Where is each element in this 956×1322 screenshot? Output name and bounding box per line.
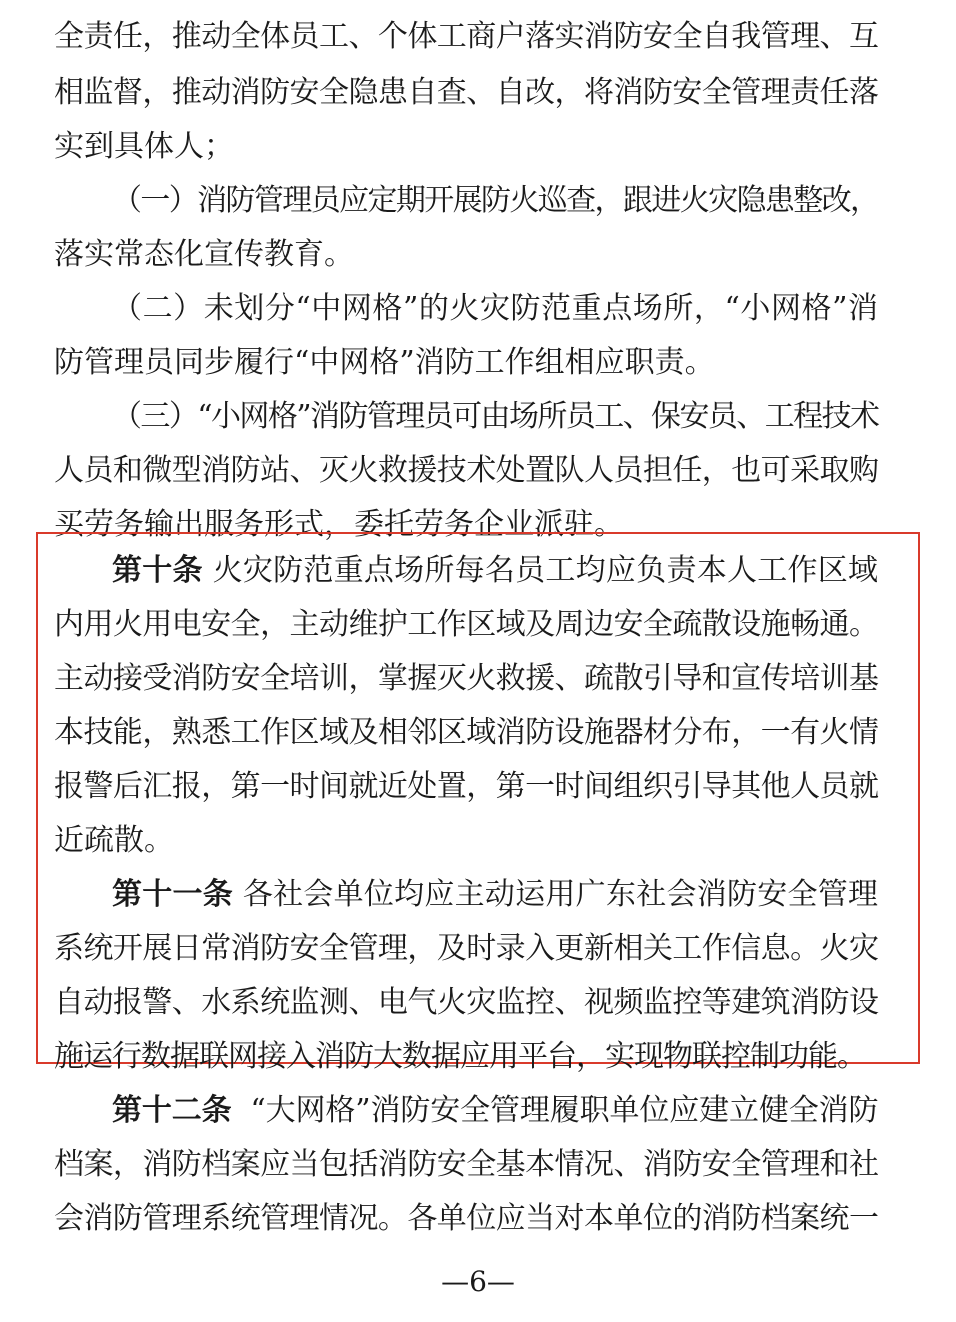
text-line: 人员和微型消防站、灭火救援技术处置队人员担任，也可采取购 [54, 453, 878, 488]
article-12-text: “大网格”消防安全管理履职单位应建立健全消防 [250, 1093, 879, 1128]
text-line: 会消防管理系统管理情况。各单位应当对本单位的消防档案统一 [54, 1201, 878, 1236]
article-10-first-line [112, 546, 878, 596]
text-line: 系统开展日常消防安全管理，及时录入更新相关工作信息。火灾 [54, 931, 878, 966]
text-line: （三）“小网格”消防管理员可由场所员工、保安员、工程技术 [112, 399, 878, 434]
text-line: 自动报警、水系统监测、电气火灾监控、视频监控等建筑消防设 [54, 985, 878, 1020]
article-11-heading: 第十一条 [112, 877, 234, 912]
article-12-heading: 第十二条 [112, 1093, 232, 1128]
text-line: 本技能，熟悉工作区域及相邻区域消防设施器材分布，一有火情 [54, 715, 878, 750]
page-number: —6— [441, 1265, 515, 1298]
text-line: 报警后汇报，第一时间就近处置，第一时间组织引导其他人员就 [54, 769, 878, 804]
article-12-spacer [232, 1093, 251, 1128]
article-10-spacer [203, 553, 213, 588]
text-line: 全责任，推动全体员工、个体工商户落实消防安全自我管理、互 [54, 19, 878, 54]
text-line: 施运行数据联网接入消防大数据应用平台，实现物联控制功能。 [54, 1039, 866, 1074]
article-10-heading: 第十条 [112, 553, 203, 588]
text-line: 落实常态化宣传教育。 [54, 237, 354, 272]
article-11-spacer [233, 877, 243, 912]
text-line: 主动接受消防安全培训，掌握灭火救援、疏散引导和宣传培训基 [54, 661, 878, 696]
text-line: 防管理员同步履行“中网格”消防工作组相应职责。 [54, 345, 715, 380]
article-11-text: 各社会单位均应主动运用广东社会消防安全管理 [242, 877, 879, 912]
text-line: 相监督，推动消防安全隐患自查、自改，将消防安全管理责任落 [54, 75, 878, 110]
text-line: 档案，消防档案应当包括消防安全基本情况、消防安全管理和社 [54, 1147, 878, 1182]
article-12-first-line [112, 1086, 878, 1136]
article-11-first-line [112, 870, 878, 920]
article-10-text: 火灾防范重点场所每名员工均应负责本人工作区域 [212, 553, 878, 588]
text-line: 近疏散。 [54, 823, 174, 858]
text-line: 内用火用电安全，主动维护工作区域及周边安全疏散设施畅通。 [54, 607, 878, 642]
text-line: （二）未划分“中网格”的火灾防范重点场所，“小网格”消 [112, 291, 878, 326]
text-line: 实到具体人； [54, 129, 234, 164]
text-line: 买劳务输出服务形式，委托劳务企业派驻。 [54, 507, 624, 542]
text-line: （一）消防管理员应定期开展防火巡查，跟进火灾隐患整改， [112, 183, 878, 218]
